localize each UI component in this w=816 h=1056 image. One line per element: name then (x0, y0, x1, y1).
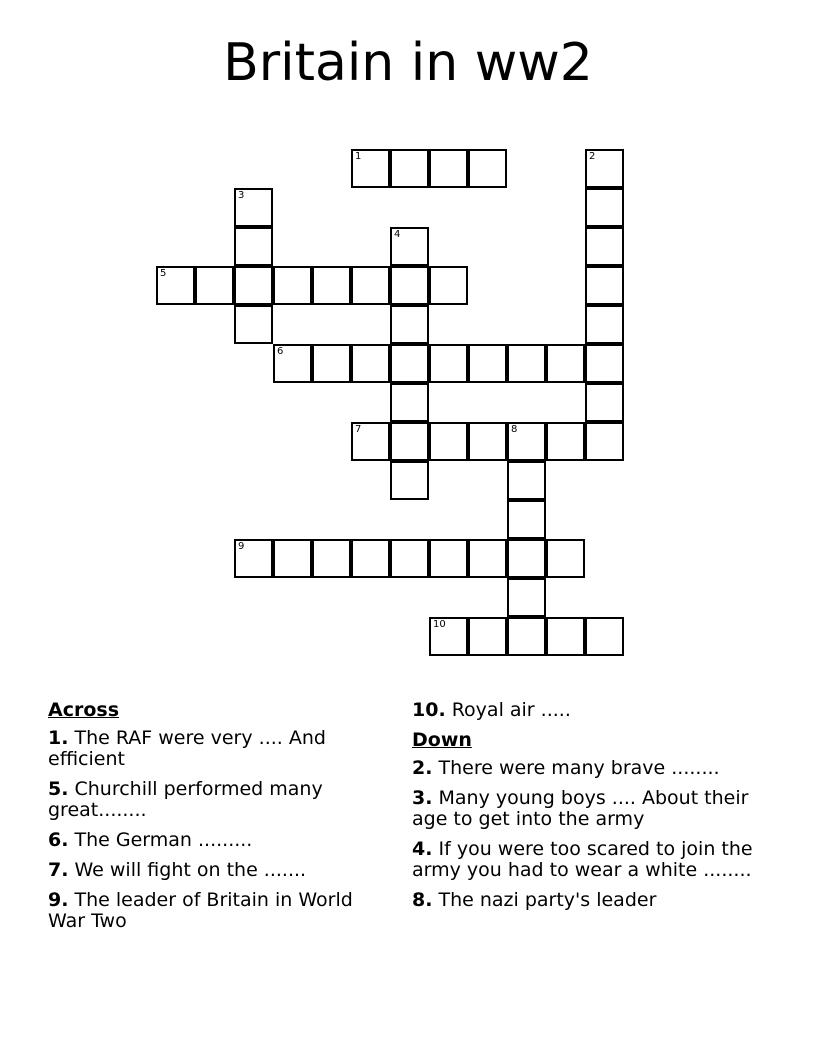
grid-cell[interactable] (507, 617, 546, 656)
grid-cell[interactable] (507, 461, 546, 500)
clue-text: Churchill performed many great........ (48, 778, 323, 821)
grid-cell[interactable] (390, 149, 429, 188)
grid-cell[interactable] (351, 422, 390, 461)
grid-cell[interactable] (468, 617, 507, 656)
clue-number: 10. (412, 699, 446, 721)
clue-text: The leader of Britain in World War Two (48, 889, 353, 932)
clue-text: The German ......... (68, 829, 253, 851)
grid-cell[interactable] (507, 344, 546, 383)
grid-cell[interactable] (546, 617, 585, 656)
grid-cell[interactable] (390, 422, 429, 461)
grid-cell[interactable] (546, 422, 585, 461)
grid-cell[interactable] (429, 266, 468, 305)
clues-column-left (48, 700, 378, 941)
grid-cell[interactable] (585, 149, 624, 188)
grid-cell[interactable] (429, 617, 468, 656)
clue-number: 9. (48, 889, 69, 911)
grid-cell[interactable] (429, 422, 468, 461)
grid-cell[interactable] (507, 422, 546, 461)
grid-cell[interactable] (195, 266, 234, 305)
clues-column-right (412, 700, 757, 920)
down-heading: Down (412, 729, 472, 751)
grid-cell[interactable] (585, 383, 624, 422)
grid-cell[interactable] (273, 539, 312, 578)
grid-cell[interactable] (234, 188, 273, 227)
grid-cell[interactable] (468, 422, 507, 461)
grid-cell[interactable] (585, 422, 624, 461)
grid-cell[interactable] (585, 227, 624, 266)
grid-cell[interactable] (351, 266, 390, 305)
clue-text: We will fight on the ....... (68, 859, 307, 881)
clue-text: If you were too scared to join the army you had to wear a white ........ (412, 838, 753, 881)
grid-cell[interactable] (273, 344, 312, 383)
clue-down-4 (412, 839, 757, 881)
clue-across-10 (412, 700, 757, 721)
clue-number: 7. (48, 859, 69, 881)
clue-number: 1. (48, 727, 69, 749)
page-title: Britain in ww2 (223, 33, 593, 93)
grid-cell[interactable] (507, 539, 546, 578)
grid-cell[interactable] (351, 539, 390, 578)
grid-cell[interactable] (468, 149, 507, 188)
grid-cell[interactable] (429, 344, 468, 383)
clue-number: 5. (48, 778, 69, 800)
grid-cell[interactable] (507, 500, 546, 539)
grid-cell[interactable] (390, 227, 429, 266)
clue-number: 8. (412, 889, 433, 911)
grid-cell[interactable] (507, 578, 546, 617)
clue-number: 4. (412, 838, 433, 860)
grid-cell[interactable] (390, 461, 429, 500)
grid-cell[interactable] (390, 344, 429, 383)
grid-cell[interactable] (234, 539, 273, 578)
clue-down-2 (412, 758, 757, 779)
grid-cell[interactable] (585, 188, 624, 227)
clue-text: The nazi party's leader (432, 889, 657, 911)
clue-number: 6. (48, 829, 69, 851)
clue-across-5 (48, 779, 378, 821)
clue-down-8 (412, 890, 757, 911)
grid-cell[interactable] (390, 305, 429, 344)
cell-number: 2 (589, 151, 596, 162)
grid-cell[interactable] (585, 344, 624, 383)
clue-across-6 (48, 830, 378, 851)
cell-number: 6 (277, 346, 284, 357)
cell-number: 7 (355, 424, 362, 435)
clue-text: Many young boys .... About their age to get into the army (412, 787, 749, 830)
grid-cell[interactable] (546, 539, 585, 578)
clue-across-7 (48, 860, 378, 881)
grid-cell[interactable] (273, 266, 312, 305)
cell-number: 3 (238, 190, 245, 201)
clue-text: There were many brave ........ (432, 757, 720, 779)
grid-cell[interactable] (390, 383, 429, 422)
grid-cell[interactable] (468, 344, 507, 383)
grid-cell[interactable] (312, 266, 351, 305)
clue-text: The RAF were very .... And efficient (48, 727, 326, 770)
clue-number: 3. (412, 787, 433, 809)
grid-cell[interactable] (156, 266, 195, 305)
cell-number: 10 (433, 619, 446, 630)
grid-cell[interactable] (585, 617, 624, 656)
grid-cell[interactable] (234, 266, 273, 305)
cell-number: 1 (355, 151, 362, 162)
cell-number: 4 (394, 229, 401, 240)
grid-cell[interactable] (429, 149, 468, 188)
across-heading: Across (48, 699, 120, 721)
clue-across-1 (48, 728, 378, 770)
grid-cell[interactable] (390, 539, 429, 578)
grid-cell[interactable] (312, 539, 351, 578)
grid-cell[interactable] (546, 344, 585, 383)
clue-across-9 (48, 890, 378, 932)
clue-down-3 (412, 788, 757, 830)
grid-cell[interactable] (234, 227, 273, 266)
grid-cell[interactable] (429, 539, 468, 578)
clue-text: Royal air ..... (445, 699, 571, 721)
grid-cell[interactable] (468, 539, 507, 578)
grid-cell[interactable] (390, 266, 429, 305)
grid-cell[interactable] (312, 344, 351, 383)
grid-cell[interactable] (234, 305, 273, 344)
grid-cell[interactable] (585, 305, 624, 344)
cell-number: 9 (238, 541, 245, 552)
grid-cell[interactable] (351, 344, 390, 383)
cell-number: 5 (160, 268, 167, 279)
cell-number: 8 (511, 424, 518, 435)
clue-number: 2. (412, 757, 433, 779)
grid-cell[interactable] (351, 149, 390, 188)
grid-cell[interactable] (585, 266, 624, 305)
